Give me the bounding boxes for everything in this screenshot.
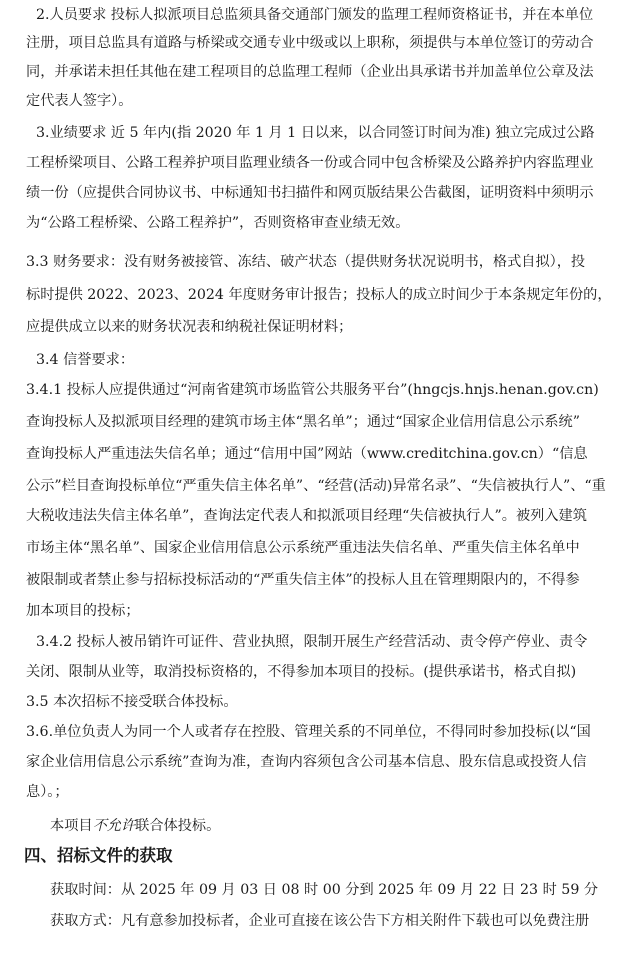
acquisition-time-label: 获取时间：	[50, 882, 121, 898]
section-heading: 四、招标文件的获取	[24, 846, 173, 865]
text-line: 被限制或者禁止参与招标投标活动的“严重失信主体”的投标人且在管理期限内的，不得参	[26, 572, 580, 588]
text-line: 息）。；	[26, 784, 69, 800]
consortium-prefix: 本项目	[50, 818, 93, 834]
text-line: 3.业绩要求 近 5 年内(指 2020 年 1 月 1 日以来，以合同签订时间为准) 独立完成过公路	[36, 125, 595, 141]
text-line: 定代表人签字）。	[26, 93, 133, 109]
acquisition-method-label: 获取方式：	[50, 913, 121, 929]
consortium-statement	[50, 816, 220, 836]
text-line: 查询投标人严重违法失信名单；通过“信用中国”网站（www.creditchina.gov.cn）“信息	[26, 446, 588, 462]
text-line: 3.5 本次招标不接受联合体投标。	[26, 694, 238, 710]
text-line: 市场主体“黑名单”、国家企业信用信息公示系统严重违法失信名单、严重失信主体名单中	[26, 540, 580, 556]
text-line: 家企业信用信息公示系统”查询为准，查询内容须包含公司基本信息、股东信息或投资人信	[26, 754, 587, 770]
text-line: 标时提供 2022、2023、2024 年度财务审计报告；投标人的成立时间少于本条规定年份的，	[26, 287, 612, 303]
consortium-emphasis: 不允许	[92, 818, 136, 834]
text-line: 3.4 信誉要求：	[36, 352, 135, 368]
consortium-suffix: 联合体投标。	[135, 818, 221, 834]
acquisition-method	[50, 911, 589, 931]
text-line: 3.6.单位负责人为同一个人或者存在控股、管理关系的不同单位，不得同时参加投标(以“国	[26, 724, 591, 740]
acquisition-time-value: 从 2025 年 09 月 03 日 08 时 00 分到 2025 年 09 月 22 日 23 时 59 分	[120, 882, 599, 898]
text-line: 大税收违法失信主体名单”，查询法定代表人和拟派项目经理“失信被执行人”。被列入建筑	[26, 508, 587, 524]
text-line: 绩一份（应提供合同协议书、中标通知书扫描件和网页版结果公告截图，证明资料中须明示	[26, 185, 594, 201]
text-line: 3.4.1 投标人应提供通过“河南省建筑市场监管公共服务平台”(hngcjs.hnjs.henan.gov.cn)	[26, 382, 599, 398]
text-line: 查询投标人及拟派项目经理的建筑市场主体“黑名单”；通过“国家企业信用信息公示系统”	[26, 414, 580, 430]
text-line: 应提供成立以来的财务状况表和纳税社保证明材料；	[26, 319, 353, 335]
text-line: 注册，项目总监具有道路与桥梁或交通专业中级或以上职称，须提供与本单位签订的劳动合	[26, 35, 594, 51]
text-line: 关闭、限制从业等，取消投标资格的，不得参加本项目的投标。(提供承诺书，格式自拟)	[26, 664, 577, 680]
text-line: 同，并承诺未担任其他在建工程项目的总监理工程师（企业出具承诺书并加盖单位公章及法	[26, 64, 594, 80]
acquisition-time	[50, 880, 598, 900]
text-line: 3.4.2 投标人被吊销许可证件、营业执照，限制开展生产经营活动、责令停产停业、责令	[36, 634, 588, 650]
text-line: 工程桥梁项目、公路工程养护项目监理业绩各一份或合同中包含桥梁及公路养护内容监理业	[26, 155, 594, 171]
text-line: 公示”栏目查询投标单位“严重失信主体名单”、“经营(活动)异常名录”、“失信被执行人”、“重	[26, 478, 606, 494]
text-line: 3.3 财务要求：没有财务被接管、冻结、破产状态（提供财务状况说明书，格式自拟），投	[26, 254, 586, 270]
text-line: 加本项目的投标；	[26, 603, 140, 619]
text-line: 2.人员要求 投标人拟派项目总监须具备交通部门颁发的监理工程师资格证书，并在本单位	[36, 7, 594, 23]
text-line: 为“公路工程桥梁、公路工程养护”，否则资格审查业绩无效。	[26, 215, 410, 231]
acquisition-method-value: 凡有意参加投标者，企业可直接在该公告下方相关附件下载也可以免费注册	[120, 913, 590, 929]
